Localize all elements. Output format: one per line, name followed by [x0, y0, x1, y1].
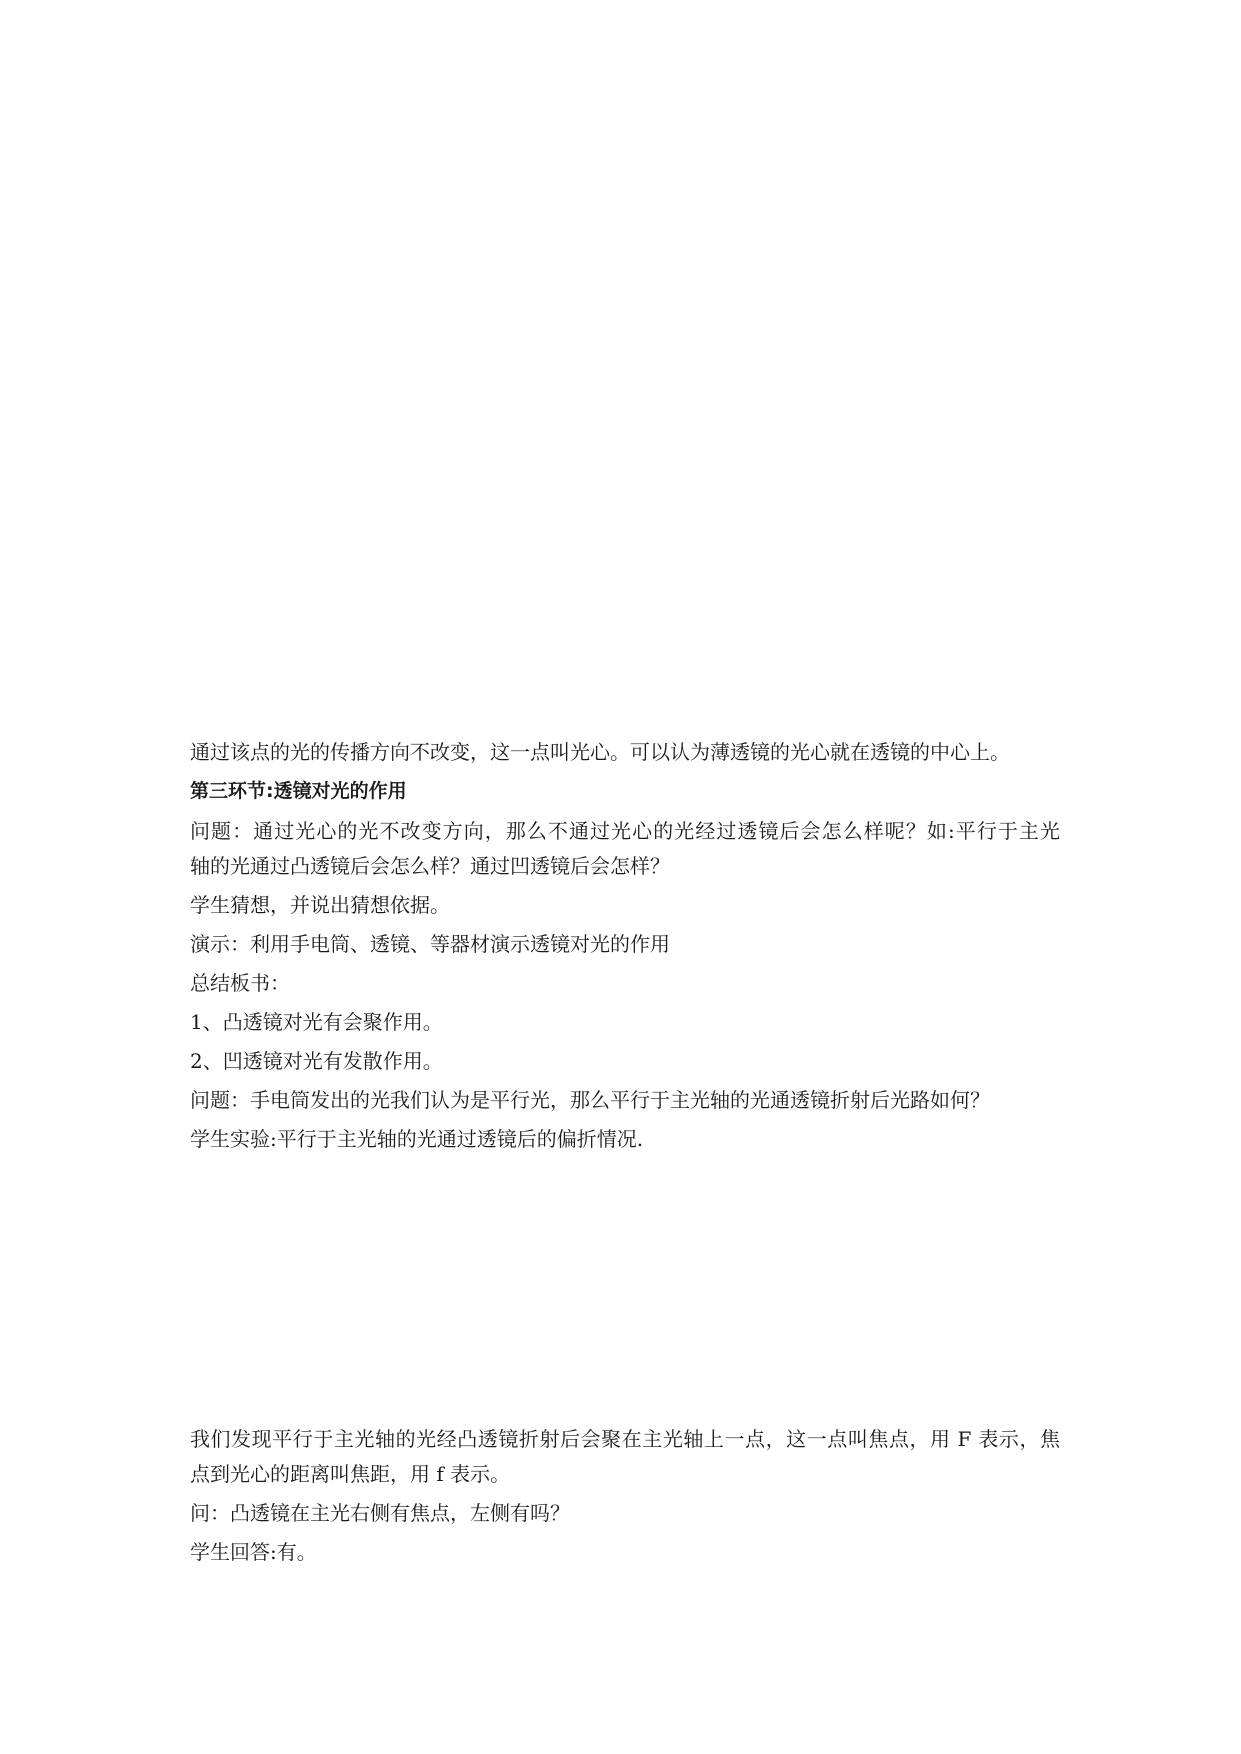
paragraph-optical-center: 通过该点的光的传播方向不改变，这一点叫光心。可以认为薄透镜的光心就在透镜的中心上。: [190, 740, 1010, 764]
student-answer: 学生回答:有。: [190, 1540, 317, 1564]
question-line-1: 问题：通过光心的光不改变方向，那么不通过光心的光经过透镜后会怎么样呢？如:平行于主光: [190, 819, 1060, 843]
summary-item-1: 1、凸透镜对光有会聚作用。: [190, 1010, 443, 1034]
demo-text: 演示：利用手电筒、透镜、等器材演示透镜对光的作用: [190, 932, 670, 956]
focus-definition-line-2: 点到光心的距离叫焦距，用 f 表示。: [190, 1462, 511, 1486]
student-experiment: 学生实验:平行于主光轴的光通过透镜后的偏折情况.: [190, 1127, 644, 1151]
focus-definition-line-1: 我们发现平行于主光轴的光经凸透镜折射后会聚在主光轴上一点，这一点叫焦点，用 F 表示，焦: [190, 1427, 1060, 1451]
summary-label: 总结板书：: [190, 971, 290, 995]
question-parallel-light: 问题：手电筒发出的光我们认为是平行光，那么平行于主光轴的光通透镜折射后光路如何？: [190, 1088, 990, 1112]
section-heading: 第三环节:透镜对光的作用: [190, 780, 407, 802]
question-left-focus: 问：凸透镜在主光右侧有焦点，左侧有吗？: [190, 1501, 570, 1525]
summary-item-2: 2、凹透镜对光有发散作用。: [190, 1049, 443, 1073]
question-line-2: 轴的光通过凸透镜后会怎么样？通过凹透镜后会怎样？: [190, 854, 670, 878]
student-guess: 学生猜想，并说出猜想依据。: [190, 893, 450, 917]
